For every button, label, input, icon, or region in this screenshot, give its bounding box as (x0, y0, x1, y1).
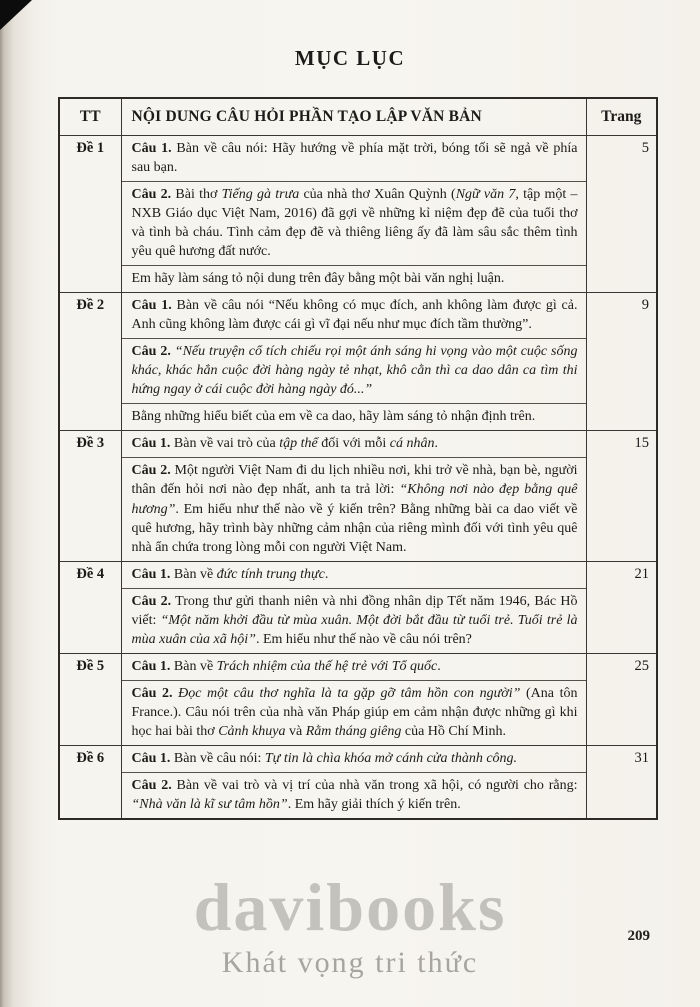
text-segment: “Một năm khởi đầu từ mùa xuân. Một đời bắt đầu từ tuổi trẻ. Tuổi trẻ là mùa xuân của xã hội” (131, 612, 578, 647)
row-content-cell (121, 431, 586, 561)
content-item (122, 589, 586, 653)
text-segment: Câu 1. (131, 141, 172, 156)
text-segment: Cảnh khuya (218, 723, 286, 739)
row-page-cell: 25 (586, 653, 657, 745)
content-item (122, 339, 586, 404)
page-corner-fold-icon (0, 0, 32, 30)
content-item (122, 681, 586, 745)
text-segment: Bằng những hiểu biết của em về ca dao, hãy làm sáng tỏ nhận định trên. (131, 409, 536, 425)
toc-table-head (59, 98, 657, 136)
content-item (122, 458, 586, 560)
text-segment: Bàn về câu nói “Nếu không có mục đích, anh không làm được gì cả. Anh cũng không làm được cái gì vĩ đại nếu như mục đích tầm thường”. (131, 298, 578, 333)
row-number-cell: Đề 3 (59, 431, 121, 561)
content-item (122, 293, 586, 339)
header-row (59, 98, 657, 136)
text-segment: Câu 2. (131, 685, 173, 701)
text-segment: Bàn về vai trò của (170, 436, 280, 452)
content-item (122, 654, 586, 681)
text-segment: của nhà thơ Xuân Quỳnh ( (299, 187, 456, 203)
text-segment: Tiếng gà trưa (221, 187, 300, 203)
text-segment: Câu 2. (131, 777, 172, 793)
text-segment: Bàn về (170, 566, 217, 582)
content-item (122, 404, 586, 430)
table-row (59, 745, 657, 819)
text-segment: . (324, 566, 329, 582)
text-segment: đức tính trung thực (216, 566, 325, 582)
text-segment: Em hãy làm sáng tỏ nội dung trên đây bằng một bài văn nghị luận. (131, 271, 505, 287)
content-item (122, 746, 586, 773)
content-item (122, 182, 586, 266)
text-segment: . (437, 658, 441, 674)
watermark-wordmark: davibooks (193, 869, 507, 945)
content-item (122, 773, 586, 818)
text-segment: . Em hiểu như thế nào về câu nói trên? (255, 631, 472, 647)
text-segment: Bài thơ (171, 187, 222, 203)
row-number-cell: Đề 5 (59, 653, 121, 745)
row-number-cell: Đề 1 (59, 136, 121, 293)
text-segment: “Nếu truyện cổ tích chiếu rọi một ánh sáng hi vọng vào một cuộc sống khác, khác hẳn cuộc đời hàng ngày tẻ nhạt, khô cằn thì ca dao dân ca tìm thi hứng ngay ở cái cuộc đời hàng ngày đó...” (131, 344, 578, 398)
content-item (122, 562, 586, 589)
text-segment: “Nhà văn là kĩ sư tâm hồn” (131, 796, 288, 812)
header-cell-page: Trang (586, 98, 657, 136)
text-segment: (Ana tôn France.). Câu nói trên của nhà văn Pháp giúp em cảm nhận được những gì khi học hai bài thơ (131, 685, 578, 739)
toc-table-body (59, 136, 657, 819)
text-segment: Câu 1. (131, 566, 171, 582)
text-segment: Câu 1. (131, 436, 171, 452)
text-segment: Câu 2. (131, 344, 171, 360)
table-row (59, 136, 657, 293)
text-segment: , tập một – NXB Giáo dục Việt Nam, 2016) đã gợi về những kỉ niệm đẹp đẽ của tuổi thơ và tình bà cháu. Tình cảm đẹp đẽ và thiêng liêng ấy đã làm sâu sắc thêm tình yêu quê hương đất nước. (131, 187, 578, 260)
table-row (59, 561, 657, 653)
content-item (122, 136, 586, 182)
text-segment: Bàn về vai trò và vị trí của nhà văn trong xã hội, có người cho rằng: (171, 777, 578, 793)
text-segment: Câu 1. (131, 298, 172, 314)
text-segment: Một người Việt Nam đi du lịch nhiều nơi, khi trở về nhà, bạn bè, người thân đến hỏi nơi nào đẹp nhất, anh ta trả lời: (131, 463, 578, 498)
row-page-cell: 9 (586, 293, 657, 431)
text-segment: Rằm tháng giêng (305, 723, 402, 739)
content-item (122, 431, 586, 458)
row-content-cell (121, 136, 586, 293)
text-segment: và (285, 723, 306, 739)
text-segment: Câu 2. (131, 187, 172, 203)
page-number: 209 (627, 928, 650, 944)
text-segment: Đọc một câu thơ nghĩa là ta gặp gỡ tâm hồn con người” (178, 685, 521, 701)
text-segment: đối với mỗi (317, 436, 390, 452)
text-segment: . Em hiểu như thế nào về ý kiến trên? Bằng những bài ca dao viết về quê hương, hãy trình bày những cảm nhận của riêng mình đối với tình yêu quê nhà ẩn chứa trong lòng mỗi con người Việt Nam. (131, 501, 578, 555)
text-segment: Bàn về câu nói: Hãy hướng về phía mặt trời, bóng tối sẽ ngả về phía sau bạn. (131, 141, 578, 176)
text-segment: Câu 1. (131, 658, 171, 674)
watermark-tagline: Khát vọng tri thức (221, 946, 479, 979)
text-segment: Câu 1. (131, 750, 171, 766)
table-row (59, 293, 657, 431)
text-segment: . (434, 436, 438, 452)
table-row (59, 431, 657, 561)
page-title: MỤC LỤC (294, 46, 406, 70)
row-page-cell: 31 (586, 745, 657, 819)
row-content-cell (121, 561, 586, 653)
text-segment: Câu 2. (131, 463, 171, 479)
row-page-cell: 15 (586, 431, 657, 561)
text-segment: “Không nơi nào đẹp bằng quê hương” (131, 482, 578, 517)
text-segment: Bàn về câu nói: (170, 750, 265, 766)
row-number-cell: Đề 6 (59, 745, 121, 819)
text-segment: của Hồ Chí Minh. (401, 723, 506, 739)
toc-table (58, 97, 658, 820)
text-segment: Bàn về (170, 658, 217, 674)
row-number-cell: Đề 2 (59, 293, 121, 431)
text-segment: tập thể (279, 436, 318, 452)
content-item (122, 266, 586, 292)
row-content-cell (121, 653, 586, 745)
header-cell-content: NỘI DUNG CÂU HỎI PHẦN TẠO LẬP VĂN BẢN (121, 98, 586, 136)
text-segment: Tự tin là chìa khóa mở cánh cửa thành công. (264, 750, 518, 766)
text-segment: cá nhân (389, 436, 435, 452)
text-segment: Câu 2. (131, 593, 172, 609)
row-number-cell: Đề 4 (59, 561, 121, 653)
text-segment: . Em hãy giải thích ý kiến trên. (287, 796, 461, 812)
header-cell-tt: TT (59, 98, 121, 136)
row-page-cell: 5 (586, 136, 657, 293)
row-page-cell: 21 (586, 561, 657, 653)
text-segment: Trong thư gửi thanh niên và nhi đồng nhân dịp Tết năm 1946, Bác Hồ viết: (131, 593, 578, 628)
table-row (59, 653, 657, 745)
text-segment: Trách nhiệm của thế hệ trẻ với Tổ quốc (216, 658, 438, 674)
text-segment: Ngữ văn 7 (455, 187, 516, 203)
row-content-cell (121, 293, 586, 431)
row-content-cell (121, 745, 586, 819)
